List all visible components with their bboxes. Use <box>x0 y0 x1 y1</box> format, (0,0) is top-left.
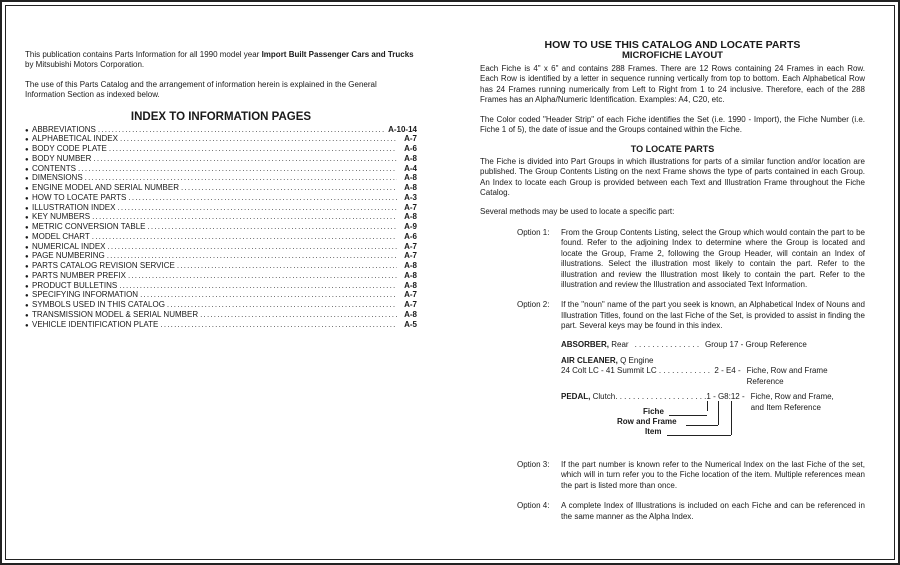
example-modifier: Rear <box>609 339 629 349</box>
index-item-label: TRANSMISSION MODEL & SERIAL NUMBER <box>32 309 199 319</box>
index-item <box>25 193 417 203</box>
index-item-leader <box>109 144 397 154</box>
intro-paragraph-1 <box>25 50 417 71</box>
index-list <box>25 125 417 330</box>
example-reference-line2: Reference <box>746 376 784 386</box>
index-item-leader <box>177 261 397 271</box>
bullet-icon: ● <box>25 147 29 154</box>
index-item-page: A-8 <box>404 309 417 319</box>
bullet-icon: ● <box>25 273 29 280</box>
index-item-label: DIMENSIONS <box>32 173 83 183</box>
index-item <box>25 173 417 183</box>
index-item-label: METRIC CONVERSION TABLE <box>32 222 146 232</box>
index-item-page: A-6 <box>404 144 417 154</box>
callout-fiche-label: Fiche <box>643 406 664 416</box>
index-item <box>25 251 417 261</box>
index-item-page: A-7 <box>404 241 417 251</box>
index-item-page: A-3 <box>404 192 417 202</box>
index-item-leader <box>119 281 397 291</box>
index-item-page: A-8 <box>404 183 417 193</box>
index-item <box>25 203 417 213</box>
index-item-label: CONTENTS <box>32 163 76 173</box>
index-item <box>25 154 417 164</box>
bullet-icon: ● <box>25 186 29 193</box>
index-item <box>25 125 417 135</box>
microfiche-paragraph: Each Fiche is 4" x 6" and contains 288 Frames. There are 12 Rows containing 24 Frames in each Row. Each Row is identified by a letter in sequence running vertically from top to bottom. Each Alphabetical Row has 24 Frames running numerically from Left to Right from 1 to 24 inclusive. Therefore, each of the 288 Frames has an Alpha/Numeric Identification. Examples: A4, C20, etc. <box>480 64 865 105</box>
bullet-icon: ● <box>25 215 29 222</box>
bullet-icon: ● <box>25 264 29 271</box>
option-label: Option 3: <box>517 459 550 469</box>
index-item-leader <box>107 251 397 261</box>
example-modifier: Q Engine <box>617 355 654 365</box>
callout-fiche-tick <box>707 401 708 411</box>
index-item-leader <box>128 271 397 281</box>
example-modifier: Clutch <box>590 392 616 402</box>
callout-rowframe-line <box>686 417 718 426</box>
index-item-leader <box>128 193 397 203</box>
option-text: If the part number is known refer to the Numerical Index on the last Fiche of the set, which will in turn refer you to the Fiche location of the item. Multiple references mean the part is listed more than once. <box>561 459 865 490</box>
index-item-leader <box>200 310 397 320</box>
index-item-leader <box>98 125 386 135</box>
index-item-page: A-4 <box>404 163 417 173</box>
example-reference-line1: Fiche, Row and Frame <box>746 366 828 376</box>
bullet-icon: ● <box>25 225 29 232</box>
option-text: If the "noun" name of the part you seek is known, an Alphabetical Index of Nouns and Illustration Titles, found on the last Fiche of the Set, is provided to assist in finding the part. Several keys may be found in this index. <box>561 300 865 331</box>
callout-item-line <box>667 427 731 436</box>
option-label: Option 1: <box>517 227 550 237</box>
bullet-icon: ● <box>25 195 29 202</box>
example-leader: . . . . . . . . . . . . . . . . . . . . . <box>615 392 707 402</box>
intro-paragraph-2: The use of this Parts Catalog and the arrangement of information herein is explained in the General Information Section as indexed below. <box>25 79 377 100</box>
index-item <box>25 320 417 330</box>
example-pedal <box>561 392 865 413</box>
index-item-page: A-8 <box>404 280 417 290</box>
index-item-page: A-8 <box>404 173 417 183</box>
example-reference-line1: Fiche, Row and Frame, <box>750 392 834 402</box>
index-item <box>25 261 417 271</box>
index-item-page: A-7 <box>404 134 417 144</box>
index-item-label: VEHICLE IDENTIFICATION PLATE <box>32 319 159 329</box>
bullet-icon: ● <box>25 312 29 319</box>
section-title-microfiche: MICROFICHE LAYOUT <box>622 50 723 61</box>
callout-item-label: Item <box>645 426 662 436</box>
index-item-leader <box>93 154 397 164</box>
index-item <box>25 242 417 252</box>
index-item-page: A-7 <box>404 290 417 300</box>
left-column <box>25 50 417 329</box>
index-item-page: A-6 <box>404 231 417 241</box>
example-code: 1 - G8:12 - <box>706 392 745 402</box>
example-reference: Group 17 - Group Reference <box>705 339 807 349</box>
bullet-icon: ● <box>25 127 29 134</box>
index-item-label: SYMBOLS USED IN THIS CATALOG <box>32 300 165 310</box>
page-title: HOW TO USE THIS CATALOG AND LOCATE PARTS <box>544 39 801 51</box>
index-item-label: MODEL CHART <box>32 231 90 241</box>
intro-bold-text: Import Built Passenger Cars and Trucks <box>261 50 414 59</box>
index-item-label: ALPHABETICAL INDEX <box>32 134 118 144</box>
index-item <box>25 134 417 144</box>
index-item-leader <box>181 183 397 193</box>
index-item-leader <box>92 212 397 222</box>
bullet-icon: ● <box>25 283 29 290</box>
bullet-icon: ● <box>25 244 29 251</box>
index-item-page: A-10-14 <box>388 124 417 134</box>
index-item <box>25 310 417 320</box>
index-item <box>25 281 417 291</box>
index-item-label: ABBREVIATIONS <box>32 124 96 134</box>
index-item-page: A-7 <box>404 202 417 212</box>
index-item-page: A-8 <box>404 270 417 280</box>
index-item-label: ILLUSTRATION INDEX <box>32 202 116 212</box>
bullet-icon: ● <box>25 254 29 261</box>
bullet-icon: ● <box>25 303 29 310</box>
index-item-leader <box>160 320 397 330</box>
index-item-label: NUMERICAL INDEX <box>32 241 106 251</box>
example-reference-line2: and Item Reference <box>750 402 821 412</box>
index-item <box>25 183 417 193</box>
callout-rowframe-tick <box>718 401 719 425</box>
index-item-leader <box>140 290 397 300</box>
index-item <box>25 271 417 281</box>
index-item <box>25 212 417 222</box>
index-item-leader <box>117 203 397 213</box>
option-4 <box>480 501 865 522</box>
index-item-page: A-7 <box>404 251 417 261</box>
index-item-page: A-8 <box>404 261 417 271</box>
option-text: From the Group Contents Listing, select the Group which would contain the part to be found. Refer to the adjoining Index to determine where the Group is located and locate the Group, Frame 2, following the Group Header, will contain an Index of illustrations. Select the illustration most likely to contain the part. Refer to the illustration and review the Illustration most likely to contain the part. Refer to the illustration and review the Illustration and associated Text Information. <box>561 227 865 289</box>
index-item-label: HOW TO LOCATE PARTS <box>32 192 127 202</box>
example-air-cleaner <box>561 356 865 387</box>
intro-text: This publication contains Parts Information for all 1990 model year <box>25 50 262 59</box>
index-item-leader <box>85 173 397 183</box>
index-item-label: PARTS NUMBER PREFIX <box>32 270 126 280</box>
index-item <box>25 290 417 300</box>
bullet-icon: ● <box>25 166 29 173</box>
bullet-icon: ● <box>25 322 29 329</box>
index-item <box>25 300 417 310</box>
example-noun: AIR CLEANER, <box>561 355 618 365</box>
index-item <box>25 144 417 154</box>
example-reference <box>747 366 828 387</box>
bullet-icon: ● <box>25 293 29 300</box>
option-3 <box>480 460 865 491</box>
right-column <box>480 40 865 522</box>
example-reference <box>751 392 834 413</box>
bullet-icon: ● <box>25 156 29 163</box>
index-item-leader <box>78 164 397 174</box>
option-label: Option 2: <box>517 300 550 310</box>
locate-paragraph: The Fiche is divided into Part Groups in which illustrations for parts of a similar function and/or location are published. The Group Contents Listing on the next Frame shows the type of parts contained in each Group. An Index to locate each Group is provided between each Text and Illustration Frame throughout the Fiche Catalog. <box>480 156 865 198</box>
index-item <box>25 232 417 242</box>
index-item-page: A-5 <box>404 319 417 329</box>
example-absorber <box>561 340 865 350</box>
option-text: A complete Index of Illustrations is included on each Fiche and can be referenced in the same manner as the Alpha Index. <box>561 501 865 521</box>
index-item-label: ENGINE MODEL AND SERIAL NUMBER <box>32 183 179 193</box>
example-leader: . . . . . . . . . . . . <box>656 366 715 376</box>
index-title: INDEX TO INFORMATION PAGES <box>130 110 312 123</box>
intro-text-end: by Mitsubishi Motors Corporation. <box>25 60 145 70</box>
example-leader: . . . . . . . . . . . . . . . <box>634 339 700 349</box>
index-item-page: A-7 <box>404 300 417 310</box>
index-item-label: PARTS CATALOG REVISION SERVICE <box>32 261 175 271</box>
index-item-label: PRODUCT BULLETINS <box>32 280 118 290</box>
index-item-leader <box>167 300 397 310</box>
index-item-page: A-8 <box>404 212 417 222</box>
callout-fiche-line <box>669 407 707 416</box>
index-item-leader <box>92 232 397 242</box>
bullet-icon: ● <box>25 205 29 212</box>
index-item-leader <box>148 222 398 232</box>
index-item-label: SPECIFYING INFORMATION <box>32 290 139 300</box>
index-item-page: A-9 <box>404 222 417 232</box>
header-strip-paragraph: The Color coded "Header Strip" of each Fiche identifies the Set (i.e. 1990 - Import), the Fiche Number (i.e. Fiche 1 of 5), the date of issue and the Groups contained within the Fiche. <box>480 114 865 135</box>
section-title-locate: TO LOCATE PARTS <box>630 144 715 155</box>
index-item-label: BODY NUMBER <box>32 153 92 163</box>
index-item-leader <box>108 242 398 252</box>
example-code: 2 - E4 - <box>714 366 741 376</box>
index-item-label: BODY CODE PLATE <box>32 144 107 154</box>
bullet-icon: ● <box>25 176 29 183</box>
option-label: Option 4: <box>517 501 550 511</box>
bullet-icon: ● <box>25 137 29 144</box>
index-item <box>25 164 417 174</box>
callout-rowframe-label: Row and Frame <box>617 416 677 426</box>
methods-paragraph: Several methods may be used to locate a specific part: <box>480 207 675 217</box>
index-item-page: A-8 <box>404 153 417 163</box>
option-2 <box>480 300 865 331</box>
index-item-leader <box>120 134 397 144</box>
index-item-label: PAGE NUMBERING <box>32 251 105 261</box>
index-item-label: KEY NUMBERS <box>32 212 91 222</box>
example-noun: ABSORBER, <box>561 339 610 349</box>
bullet-icon: ● <box>25 234 29 241</box>
example-noun: PEDAL, <box>561 392 591 402</box>
option-1 <box>480 228 865 290</box>
example-models: 24 Colt LC - 41 Summit LC <box>561 366 657 376</box>
index-item <box>25 222 417 232</box>
callout-item-tick <box>731 401 732 435</box>
